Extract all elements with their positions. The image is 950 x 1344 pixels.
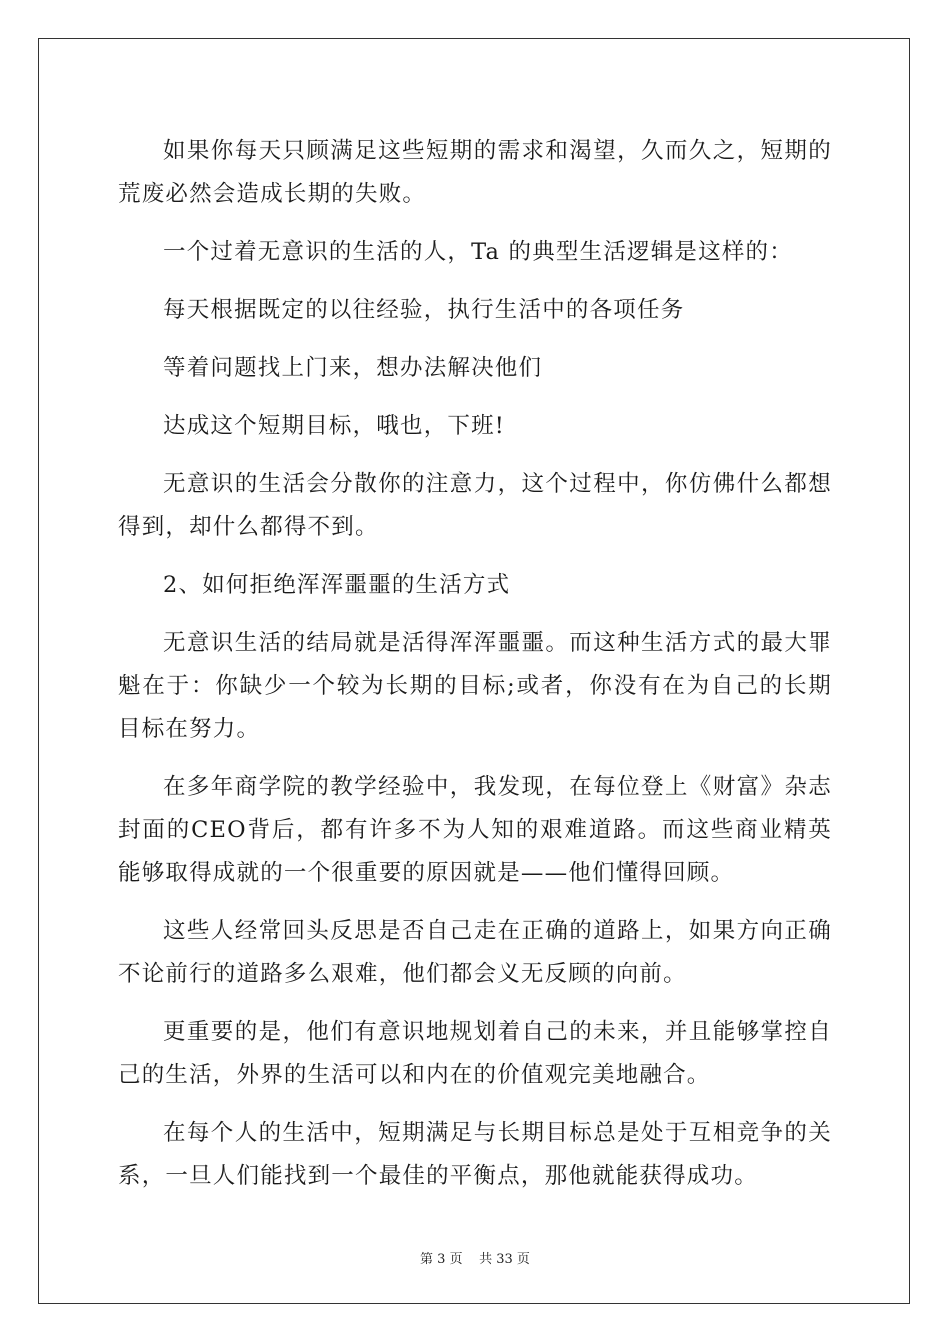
paragraph: 无意识生活的结局就是活得浑浑噩噩。而这种生活方式的最大罪魁在于：你缺少一个较为长期的目标;或者，你没有在为自己的长期目标在努力。: [118, 630, 832, 742]
paragraph: 在每个人的生活中，短期满足与长期目标总是处于互相竞争的关系，一旦人们能找到一个最佳的平衡点，那他就能获得成功。: [118, 1120, 832, 1189]
paragraph: 更重要的是，他们有意识地规划着自己的未来，并且能够掌控自己的生活，外界的生活可以和内在的价值观完美地融合。: [118, 1019, 832, 1088]
paragraph: 这些人经常回头反思是否自己走在正确的道路上，如果方向正确不论前行的道路多么艰难，他们都会义无反顾的向前。: [118, 918, 832, 987]
page-number: 第 3 页: [420, 1252, 463, 1267]
document-body: [118, 130, 832, 1213]
paragraph: 在多年商学院的教学经验中，我发现，在每位登上《财富》杂志封面的CEO背后，都有许多不为人知的艰难道路。而这些商业精英能够取得成就的一个很重要的原因就是——他们懂得回顾。: [118, 774, 832, 886]
paragraph: 等着问题找上门来，想办法解决他们: [163, 355, 543, 381]
page-footer: [0, 1248, 950, 1267]
section-heading: 2、如何拒绝浑浑噩噩的生活方式: [163, 572, 511, 598]
paragraph: 每天根据既定的以往经验，执行生活中的各项任务: [163, 297, 685, 323]
paragraph: 无意识的生活会分散你的注意力，这个过程中，你仿佛什么都想得到，却什么都得不到。: [118, 471, 832, 540]
paragraph: 一个过着无意识的生活的人，Ta 的典型生活逻辑是这样的：: [163, 239, 793, 265]
paragraph: 如果你每天只顾满足这些短期的需求和渴望，久而久之，短期的荒废必然会造成长期的失败。: [118, 138, 832, 207]
page-total: 共 33 页: [479, 1252, 530, 1267]
paragraph: 达成这个短期目标，哦也，下班!: [163, 413, 506, 439]
